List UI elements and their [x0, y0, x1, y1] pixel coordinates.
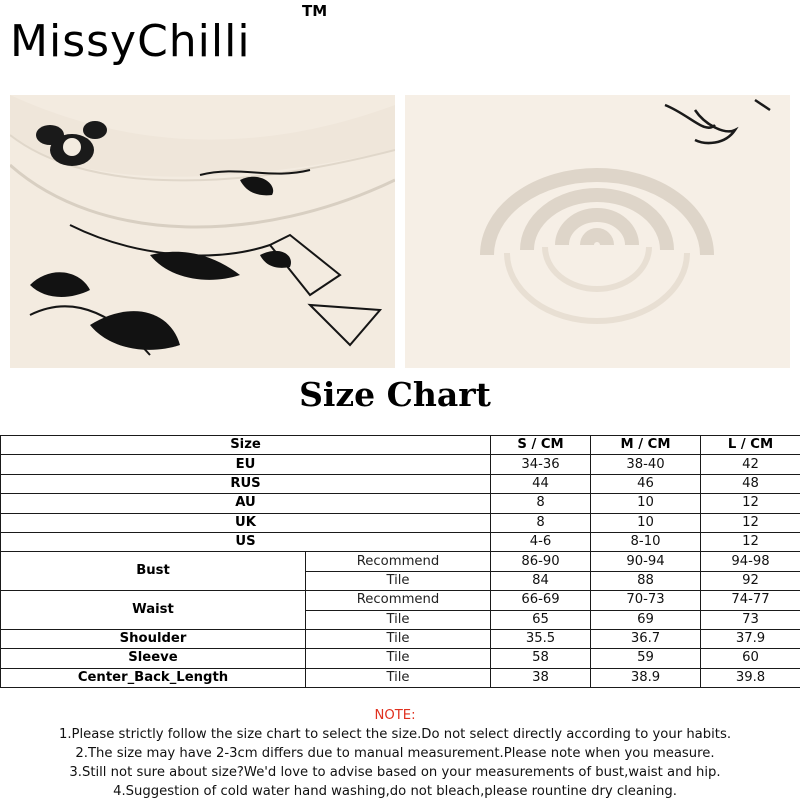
row-label: EU [1, 455, 491, 474]
page-title: Size Chart [0, 370, 790, 420]
note-line: 3.Still not sure about size?We'd love to advise based on your measurements of bust,waist and hip. [0, 763, 790, 782]
measure-type: Tile [306, 629, 491, 648]
table-cell: 8 [491, 513, 591, 532]
table-cell: 92 [701, 571, 800, 590]
table-row [1, 474, 800, 493]
table-row [1, 552, 800, 571]
size-chart-table [0, 435, 800, 688]
table-cell: 37.9 [701, 629, 800, 648]
table-cell: 35.5 [491, 629, 591, 648]
table-cell: 38-40 [591, 455, 701, 474]
table-header-row [1, 436, 800, 455]
fabric-swirl-photo [405, 95, 790, 368]
row-label: Waist [1, 591, 306, 630]
measure-type: Tile [306, 668, 491, 687]
row-label: US [1, 532, 491, 551]
table-cell: 44 [491, 474, 591, 493]
table-row [1, 494, 800, 513]
note-line: 1.Please strictly follow the size chart to select the size.Do not select directly according to your habits. [0, 725, 790, 744]
table-cell: 8 [491, 494, 591, 513]
trademark-mark: TM [302, 2, 327, 20]
header-2: M / CM [591, 436, 701, 455]
note-line: 2.The size may have 2-3cm differs due to manual measurement.Please note when you measure. [0, 744, 790, 763]
table-cell: 8-10 [591, 532, 701, 551]
row-label: Bust [1, 552, 306, 591]
table-cell: 10 [591, 513, 701, 532]
table-cell: 86-90 [491, 552, 591, 571]
measure-type: Tile [306, 571, 491, 590]
row-label: Sleeve [1, 649, 306, 668]
row-label: UK [1, 513, 491, 532]
table-row [1, 455, 800, 474]
table-cell: 90-94 [591, 552, 701, 571]
header-1: S / CM [491, 436, 591, 455]
table-cell: 60 [701, 649, 800, 668]
table-cell: 10 [591, 494, 701, 513]
table-row [1, 532, 800, 551]
table-row [1, 629, 800, 648]
table-cell: 34-36 [491, 455, 591, 474]
header-size: Size [1, 436, 491, 455]
table-row [1, 668, 800, 687]
table-cell: 74-77 [701, 591, 800, 610]
table-row [1, 513, 800, 532]
measure-type: Tile [306, 610, 491, 629]
floral-print-collar-photo [10, 95, 395, 368]
table-cell: 39.8 [701, 668, 800, 687]
table-cell: 65 [491, 610, 591, 629]
row-label: RUS [1, 474, 491, 493]
measure-type: Recommend [306, 591, 491, 610]
table-cell: 4-6 [491, 532, 591, 551]
table-cell: 73 [701, 610, 800, 629]
table-cell: 46 [591, 474, 701, 493]
row-label: Center_Back_Length [1, 668, 306, 687]
table-cell: 12 [701, 513, 800, 532]
table-cell: 12 [701, 532, 800, 551]
table-row [1, 591, 800, 610]
measure-type: Tile [306, 649, 491, 668]
note-title: NOTE: [0, 706, 790, 725]
brand-name: MissyChilli [10, 16, 251, 67]
table-cell: 88 [591, 571, 701, 590]
table-cell: 58 [491, 649, 591, 668]
table-cell: 38 [491, 668, 591, 687]
table-cell: 36.7 [591, 629, 701, 648]
table-cell: 66-69 [491, 591, 591, 610]
table-cell: 94-98 [701, 552, 800, 571]
brand-logo [10, 6, 251, 78]
measure-type: Recommend [306, 552, 491, 571]
header-3: L / CM [701, 436, 800, 455]
row-label: AU [1, 494, 491, 513]
table-cell: 48 [701, 474, 800, 493]
table-cell: 12 [701, 494, 800, 513]
table-cell: 42 [701, 455, 800, 474]
table-row [1, 649, 800, 668]
table-cell: 70-73 [591, 591, 701, 610]
table-cell: 84 [491, 571, 591, 590]
row-label: Shoulder [1, 629, 306, 648]
table-cell: 38.9 [591, 668, 701, 687]
notes-section [0, 706, 790, 801]
note-line: 4.Suggestion of cold water hand washing,do not bleach,please rountine dry cleaning. [0, 782, 790, 801]
table-cell: 59 [591, 649, 701, 668]
table-cell: 69 [591, 610, 701, 629]
